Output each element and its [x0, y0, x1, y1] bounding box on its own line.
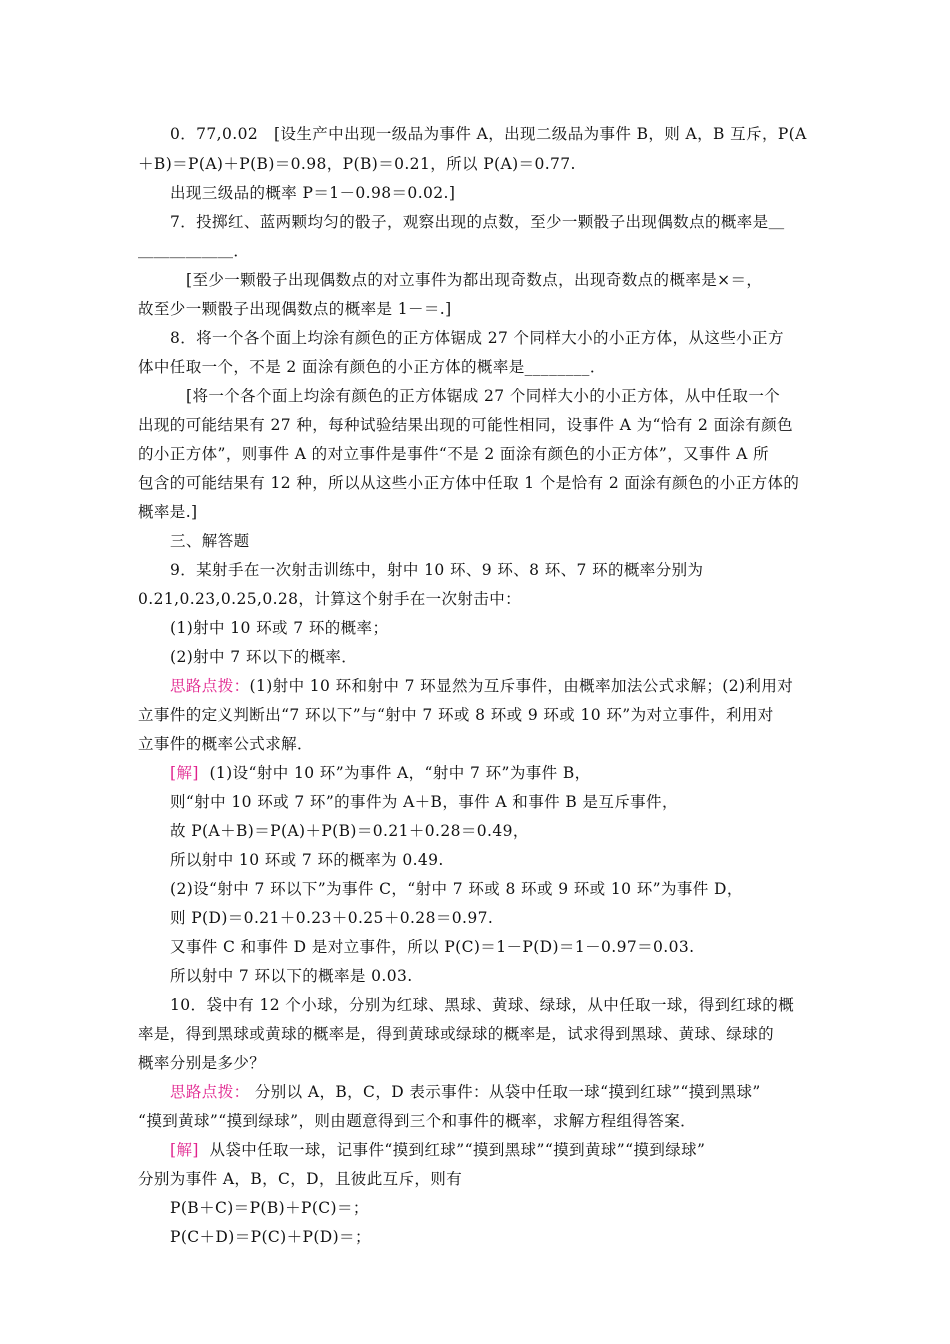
hint-line: [170, 1080, 761, 1102]
text-line: [至少一颗骰子出现偶数点的对立事件为都出现奇数点，出现奇数点的概率是×＝，: [186, 271, 763, 289]
text-line: 出现的可能结果有 27 种，每种试验结果出现的可能性相同，设事件 A 为“恰有 2 面涂有颜色: [138, 416, 794, 434]
text-line: (2)设“射中 7 环以下”为事件 C，“射中 7 环或 8 环或 9 环或 10 环”为事件 D，: [170, 880, 743, 898]
text-line: 体中任取一个，不是 2 面涂有颜色的小正方体的概率是________．: [138, 358, 606, 376]
text-line: (1)射中 10 环或 7 环的概率；: [170, 619, 389, 637]
text-line: 0.21,0.23,0.25,0.28，计算这个射手在一次射击中：: [138, 590, 522, 608]
text-line: 故至少一颗骰子出现偶数点的概率是 1－＝.]: [138, 300, 452, 318]
equation-line: P(C＋D)＝P(C)＋P(D)＝；: [170, 1228, 371, 1246]
hint-label: 思路点拨：: [170, 1083, 250, 1101]
solution-line: [170, 761, 591, 783]
hint-label: 思路点拨：: [170, 677, 250, 695]
section-heading: 三、解答题: [170, 532, 250, 550]
hint-text: (1)射中 10 环和射中 7 环显然为互斥事件，由概率加法公式求解；(2)利用对: [249, 677, 794, 695]
text-line: 率是，得到黑球或黄球的概率是，得到黄球或绿球的概率是，试求得到黑球、黄球、绿球的: [138, 1025, 775, 1043]
solution-label: [解]: [170, 764, 199, 782]
equation-line: P(B＋C)＝P(B)＋P(C)＝；: [170, 1199, 369, 1217]
text-line: 7．投掷红、蓝两颗均匀的骰子，观察出现的点数，至少一颗骰子出现偶数点的概率是＿: [170, 213, 785, 231]
hint-line: [170, 674, 793, 696]
solution-text: 从袋中任取一球，记事件“摸到红球”“摸到黑球”“摸到黄球”“摸到绿球”: [209, 1141, 706, 1159]
text-line: [将一个各个面上均涂有颜色的正方体锯成 27 个同样大小的小正方体，从中任取一个: [186, 387, 781, 405]
text-line: 包含的可能结果有 12 种，所以从这些小正方体中任取 1 个是恰有 2 面涂有颜色的小正方体的: [138, 474, 800, 492]
text-line: “摸到黄球”“摸到绿球”，则由题意得到三个和事件的概率，求解方程组得答案．: [138, 1112, 696, 1130]
text-line: 分别为事件 A，B，C，D，且彼此互斥，则有: [138, 1170, 463, 1188]
text-line: 概率分别是多少？: [138, 1054, 266, 1072]
solution-line: [170, 1138, 705, 1160]
text-line: 出现三级品的概率 P＝1－0.98＝0.02.]: [170, 184, 456, 202]
text-line: 立事件的定义判断出“7 环以下”与“射中 7 环或 8 环或 9 环或 10 环”为对立事件，利用对: [138, 706, 774, 724]
solution-label: [解]: [170, 1141, 199, 1159]
text-line: 则 P(D)＝0.21＋0.23＋0.25＋0.28＝0.97.: [170, 909, 494, 927]
text-line: 则“射中 10 环或 7 环”的事件为 A＋B，事件 A 和事件 B 是互斥事件，: [170, 793, 678, 811]
text-line: 的小正方体”，则事件 A 的对立事件是事件“不是 2 面涂有颜色的小正方体”，又事件 A 所: [138, 445, 769, 463]
text-line: 0．77,0.02 [设生产中出现一级品为事件 A，出现二级品为事件 B，则 A，B 互斥，P(A: [170, 125, 807, 143]
question-10: 10．袋中有 12 个小球，分别为红球、黑球、黄球、绿球，从中任取一球，得到红球的概: [170, 996, 795, 1014]
text-line: 所以射中 10 环或 7 环的概率为 0.49.: [170, 851, 444, 869]
text-line: ＿＿＿＿＿＿．: [138, 242, 250, 260]
question-9: 9．某射手在一次射击训练中，射中 10 环、9 环、8 环、7 环的概率分别为: [170, 561, 704, 579]
text-line: 又事件 C 和事件 D 是对立事件，所以 P(C)＝1－P(D)＝1－0.97＝0.03.: [170, 938, 695, 956]
text-line: 立事件的概率公式求解．: [138, 735, 313, 753]
text-line: (2)射中 7 环以下的概率．: [170, 648, 358, 666]
text-line: ＋B)＝P(A)＋P(B)＝0.98，P(B)＝0.21，所以 P(A)＝0.77.: [138, 155, 576, 173]
hint-text: 分别以 A，B，C，D 表示事件：从袋中任取一球“摸到红球”“摸到黑球”: [254, 1083, 761, 1101]
text-line: 所以射中 7 环以下的概率是 0.03.: [170, 967, 413, 985]
text-line: 8．将一个各个面上均涂有颜色的正方体锯成 27 个同样大小的小正方体，从这些小正方: [170, 329, 784, 347]
solution-text: (1)设“射中 10 环”为事件 A，“射中 7 环”为事件 B，: [209, 764, 591, 782]
text-line: 故 P(A＋B)＝P(A)＋P(B)＝0.21＋0.28＝0.49，: [170, 822, 529, 840]
text-line: 概率是.]: [138, 503, 198, 521]
